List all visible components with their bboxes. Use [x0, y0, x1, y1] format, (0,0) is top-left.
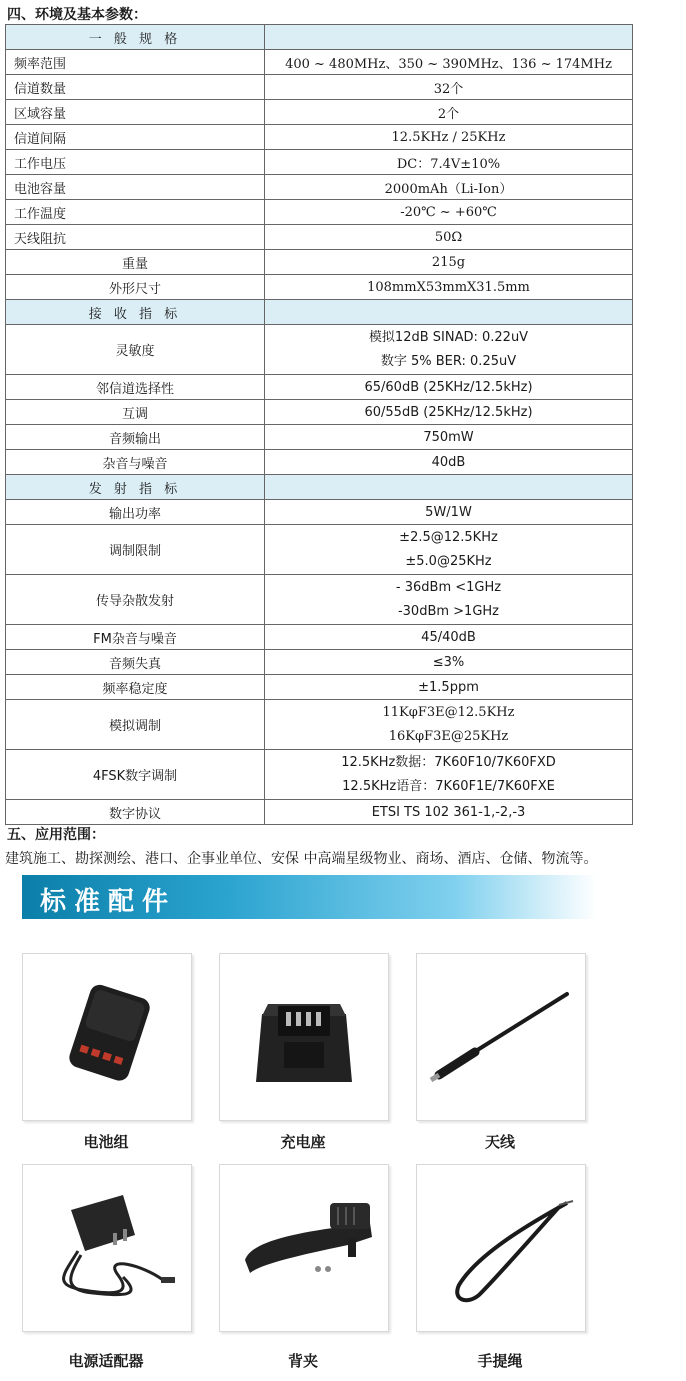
row-value: 65/60dB (25KHz/12.5kHz) [265, 375, 633, 400]
row-value-line: ±2.5@12.5KHz [399, 529, 498, 545]
row-value: 750mW [265, 425, 633, 450]
row-value: 2000mAh（Li-Ion） [265, 175, 633, 200]
table-row [6, 375, 633, 400]
table-row [6, 125, 633, 150]
row-value: DC：7.4V±10% [265, 150, 633, 175]
accessory-card-adapter [22, 1164, 192, 1332]
row-label: 邻信道选择性 [6, 375, 265, 400]
accessories-banner [22, 875, 597, 919]
row-label: 重量 [6, 250, 265, 275]
section-header-label: 发 射 指 标 [6, 475, 265, 500]
row-label: 灵敏度 [6, 325, 265, 375]
row-value: 108mmX53mmX31.5mm [265, 275, 633, 300]
row-value: 12.5KHz / 25KHz [265, 125, 633, 150]
accessories-banner-title: 标准配件 [40, 887, 177, 917]
row-label: 模拟调制 [6, 700, 265, 750]
accessory-card-charger [219, 953, 389, 1121]
row-value [265, 325, 633, 375]
row-label: 外形尺寸 [6, 275, 265, 300]
row-value-line: - 36dBm <1GHz [395, 579, 502, 595]
row-label: 杂音与噪音 [6, 450, 265, 475]
row-label: 频率范围 [6, 50, 265, 75]
row-value [265, 575, 633, 625]
section-title-environment: 四、环境及基本参数： [7, 7, 147, 23]
row-value: 32个 [265, 75, 633, 100]
table-row [6, 575, 633, 625]
row-value-line: 数字 5% BER: 0.25uV [380, 353, 517, 369]
table-row [6, 450, 633, 475]
battery-pack-icon [23, 954, 191, 1120]
table-row [6, 275, 633, 300]
row-value: 400 ~ 480MHz、350 ~ 390MHz、136 ~ 174MHz [265, 50, 633, 75]
spec-table [5, 24, 633, 825]
row-value-line: -30dBm >1GHz [397, 603, 500, 619]
table-row [6, 525, 633, 575]
accessory-card-lanyard [416, 1164, 586, 1332]
charger-base-icon [220, 954, 388, 1120]
row-value-line: 模拟12dB SINAD: 0.22uV [368, 329, 529, 345]
row-label: FM杂音与噪音 [6, 625, 265, 650]
accessory-card-antenna [416, 953, 586, 1121]
accessory-label: 天线 [484, 1133, 515, 1151]
row-label: 音频失真 [6, 650, 265, 675]
table-row [6, 175, 633, 200]
table-row [6, 225, 633, 250]
antenna-icon [417, 954, 585, 1120]
row-label: 互调 [6, 400, 265, 425]
table-section-header [6, 25, 633, 50]
row-value: -20℃ ~ +60℃ [265, 200, 633, 225]
row-value: ETSI TS 102 361-1,-2,-3 [265, 800, 633, 825]
accessory-card-battery [22, 953, 192, 1121]
section-header-label: 接 收 指 标 [6, 300, 265, 325]
table-row [6, 700, 633, 750]
accessory-label: 充电座 [280, 1133, 326, 1151]
accessory-card-clip [219, 1164, 389, 1332]
row-label: 区域容量 [6, 100, 265, 125]
row-value: 5W/1W [265, 500, 633, 525]
row-value [265, 700, 633, 750]
row-label: 传导杂散发射 [6, 575, 265, 625]
accessory-label: 手提绳 [477, 1352, 523, 1370]
table-row [6, 100, 633, 125]
applications-text: 建筑施工、勘探测绘、港口、企事业单位、安保 中高端星级物业、商场、酒店、仓储、物流等。 [5, 851, 598, 867]
row-value-line: 12.5KHz数据：7K60F10/7K60FXD [341, 754, 556, 770]
row-value: 40dB [265, 450, 633, 475]
row-value: 50Ω [265, 225, 633, 250]
row-label: 工作电压 [6, 150, 265, 175]
belt-clip-icon [220, 1165, 388, 1331]
row-label: 4FSK数字调制 [6, 750, 265, 800]
row-value [265, 525, 633, 575]
row-label: 天线阻抗 [6, 225, 265, 250]
row-value [265, 750, 633, 800]
lanyard-icon [417, 1165, 585, 1331]
row-label: 电池容量 [6, 175, 265, 200]
table-row [6, 675, 633, 700]
row-label: 信道间隔 [6, 125, 265, 150]
row-value-line: 11KφF3E@12.5KHz [382, 704, 515, 720]
row-value: 45/40dB [265, 625, 633, 650]
table-row [6, 400, 633, 425]
table-row [6, 250, 633, 275]
row-value: ±1.5ppm [265, 675, 633, 700]
table-row [6, 750, 633, 800]
table-row [6, 425, 633, 450]
row-label: 调制限制 [6, 525, 265, 575]
table-row [6, 625, 633, 650]
power-adapter-icon [23, 1165, 191, 1331]
row-value-line: 16KφF3E@25KHz [388, 728, 509, 744]
row-label: 输出功率 [6, 500, 265, 525]
row-label: 工作温度 [6, 200, 265, 225]
section-header-label: 一 般 规 格 [6, 25, 265, 50]
table-section-header [6, 475, 633, 500]
row-value: 2个 [265, 100, 633, 125]
row-value: ≤3% [265, 650, 633, 675]
table-row [6, 325, 633, 375]
table-row [6, 75, 633, 100]
table-row [6, 200, 633, 225]
accessory-label: 电源适配器 [68, 1352, 144, 1370]
table-section-header [6, 300, 633, 325]
section-title-applications: 五、应用范围： [7, 827, 105, 843]
row-label: 音频输出 [6, 425, 265, 450]
table-row [6, 800, 633, 825]
row-value: 60/55dB (25KHz/12.5kHz) [265, 400, 633, 425]
table-row [6, 650, 633, 675]
row-label: 信道数量 [6, 75, 265, 100]
table-row [6, 150, 633, 175]
accessory-label: 电池组 [83, 1133, 129, 1151]
table-row [6, 500, 633, 525]
accessory-label: 背夹 [287, 1352, 318, 1370]
row-label: 数字协议 [6, 800, 265, 825]
table-row [6, 50, 633, 75]
row-value-line: ±5.0@25KHz [405, 553, 492, 569]
row-value: 215g [265, 250, 633, 275]
row-value-line: 12.5KHz语音：7K60F1E/7K60FXE [342, 778, 555, 794]
row-label: 频率稳定度 [6, 675, 265, 700]
